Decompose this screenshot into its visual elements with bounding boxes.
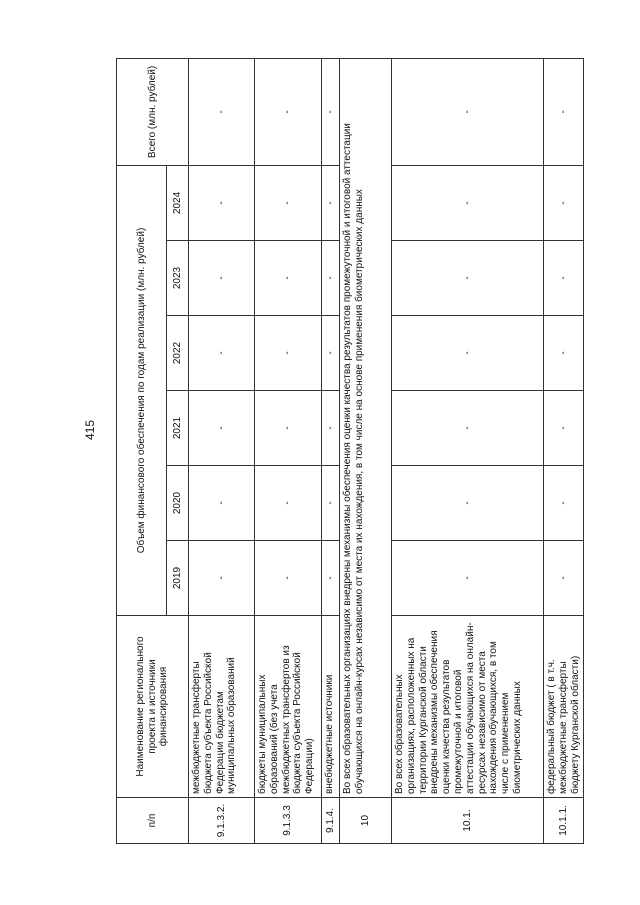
cell-value: - [544, 391, 584, 466]
row-num: 9.1.3.3 [255, 798, 322, 844]
section-title: Во всех образовательных организациях внедрены механизмы обеспечения оценки качества результатов промежуточной и итоговой аттестации обучающихся на онлайн-курсах независимо от места их нахождения, в том числе на основе применения биометрических данных [340, 58, 392, 797]
cell-value: - [255, 466, 322, 541]
header-year: 2022 [167, 316, 189, 391]
header-name: Наименование регионального проекта и источники финансирования [117, 616, 189, 798]
table-row [189, 58, 255, 843]
cell-value: - [255, 316, 322, 391]
cell-value: - [392, 466, 544, 541]
cell-value: - [392, 541, 544, 616]
cell-value: - [255, 241, 322, 316]
cell-value: - [544, 316, 584, 391]
cell-value: - [322, 316, 340, 391]
cell-total: - [255, 58, 322, 165]
cell-value: - [189, 165, 255, 240]
cell-value: - [322, 241, 340, 316]
table-row [255, 58, 322, 843]
cell-value: - [392, 391, 544, 466]
cell-value: - [322, 541, 340, 616]
header-year: 2024 [167, 165, 189, 240]
table-row-section [340, 58, 392, 843]
cell-value: - [189, 541, 255, 616]
table-row [544, 58, 584, 843]
header-total: Всего (млн. рублей) [117, 58, 189, 165]
cell-total: - [189, 58, 255, 165]
cell-value: - [255, 541, 322, 616]
cell-value: - [544, 541, 584, 616]
cell-value: - [322, 165, 340, 240]
table-row [392, 58, 544, 843]
header-num: п/п [117, 798, 189, 844]
finance-table [116, 58, 584, 844]
table-row [322, 58, 340, 843]
cell-value: - [544, 466, 584, 541]
header-year: 2023 [167, 241, 189, 316]
cell-value: - [392, 241, 544, 316]
row-num: 9.1.3.2. [189, 798, 255, 844]
cell-total: - [544, 58, 584, 165]
cell-value: - [255, 165, 322, 240]
header-year: 2021 [167, 391, 189, 466]
cell-value: - [189, 466, 255, 541]
finance-table-rotated [116, 59, 583, 844]
cell-value: - [255, 391, 322, 466]
header-year: 2019 [167, 541, 189, 616]
cell-value: - [392, 165, 544, 240]
header-row [117, 58, 167, 843]
cell-value: - [322, 466, 340, 541]
cell-total: - [392, 58, 544, 165]
row-num: 10 [340, 798, 392, 844]
row-name: межбюджетные трансферты бюджета субъекта Российской Федерации бюджетам муниципальных образований [189, 616, 255, 798]
header-volume: Объем финансового обеспечения по годам реализации (млн. рублей) [117, 165, 167, 615]
cell-value: - [544, 165, 584, 240]
cell-value: - [544, 241, 584, 316]
cell-value: - [189, 316, 255, 391]
row-name: внебюджетные источники [322, 616, 340, 798]
cell-value: - [392, 316, 544, 391]
page-number: 415 [83, 419, 97, 440]
row-name: федеральный бюджет ( в т.ч. межбюджетные трансферты бюджету Курганской области) [544, 616, 584, 798]
row-num: 10.1.1. [544, 798, 584, 844]
header-year: 2020 [167, 466, 189, 541]
row-name: бюджеты муниципальных образований (без учета межбюджетных трансфертов из бюджета субъекта Российской Федерации) [255, 616, 322, 798]
row-num: 9.1.4. [322, 798, 340, 844]
cell-value: - [189, 241, 255, 316]
row-num: 10.1. [392, 798, 544, 844]
cell-total: - [322, 58, 340, 165]
cell-value: - [322, 391, 340, 466]
row-name: Во всех образовательных организациях, расположенных на территории Курганской области внедрены механизмы обеспечения оценки качества результатов промежуточной и итоговой аттестации обучающихся на онлайн-ресурсах независимо от места нахождения обучающихся, в том числе с применением биометрических данных [392, 616, 544, 798]
cell-value: - [189, 391, 255, 466]
